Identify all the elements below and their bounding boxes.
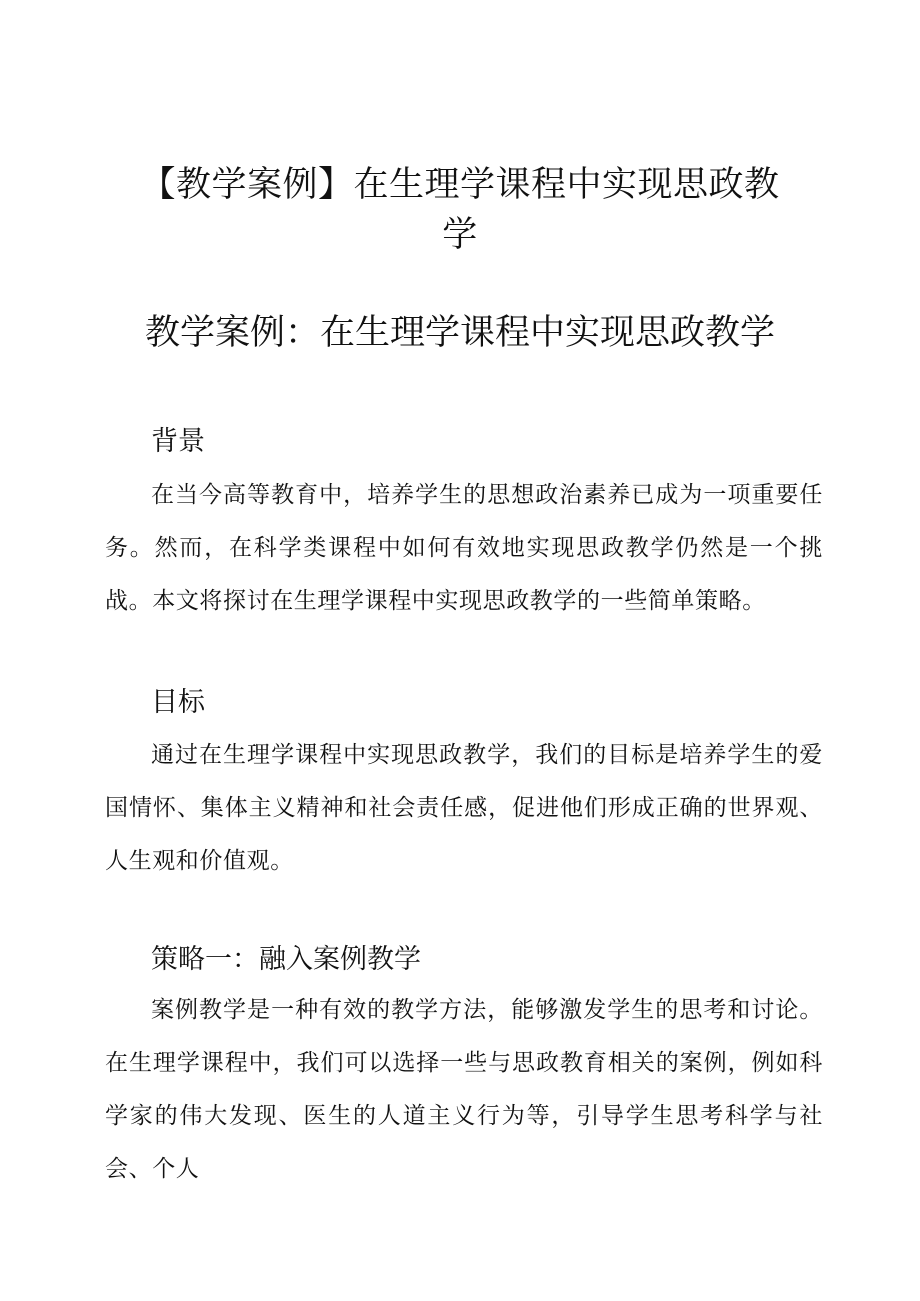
section-heading-strategy-one: 策略一：融入案例教学 [151, 944, 421, 975]
section-heading-background: 背景 [151, 426, 205, 457]
section-heading-goal: 目标 [151, 687, 205, 718]
section-body-goal: 通过在生理学课程中实现思政教学，我们的目标是培养学生的爱国情怀、集体主义精神和社会责任感，促进他们形成正确的世界观、人生观和价值观。 [105, 742, 823, 874]
document-title: 【教学案例】在生理学课程中实现思政教学 [140, 165, 780, 255]
document-subtitle: 教学案例：在生理学课程中实现思政教学 [144, 313, 775, 353]
section-body-background: 在当今高等教育中，培养学生的思想政治素养已成为一项重要任务。然而，在科学类课程中如何有效地实现思政教学仍然是一个挑战。本文将探讨在生理学课程中实现思政教学的一些简单策略。 [105, 482, 823, 614]
section-body-strategy-one: 案例教学是一种有效的教学方法，能够激发学生的思考和讨论。在生理学课程中，我们可以选择一些与思政教育相关的案例，例如科学家的伟大发现、医生的人道主义行为等，引导学生思考科学与社会、个人 [105, 997, 823, 1182]
